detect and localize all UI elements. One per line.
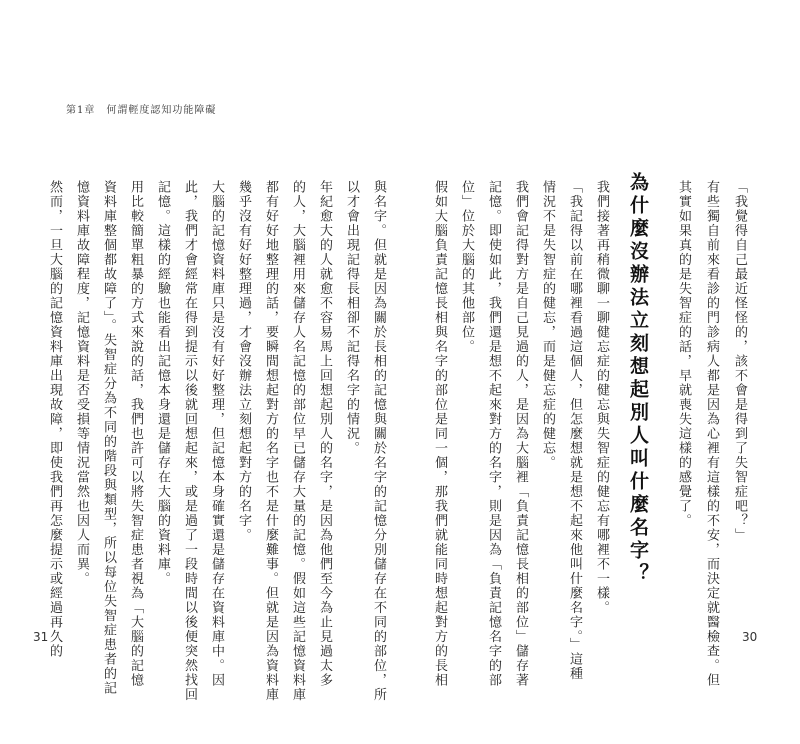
section-heading: 為什麼沒辦法立刻想起別人叫什麼名字？ bbox=[627, 172, 649, 586]
left-line-8: 此，我們才會經常在得到提示以後就回想起來，或是過了一段時間以後便突然找回 bbox=[182, 180, 197, 702]
left-line-13: 然而，一旦大腦的記憶資料庫出現故障，即使我們再怎麼提示或經過再久的 bbox=[47, 180, 62, 659]
right-p2-line-6: 位」位於大腦的其他部位。 bbox=[459, 180, 474, 354]
left-line-11: 資料庫整個都故障了」。失智症分為不同的階段與類型，所以每位失智症患者的記 bbox=[101, 180, 116, 696]
left-line-3: 年紀愈大的人就愈不容易馬上回想起別人的名字，是因為他們至今為止見過太多 bbox=[317, 180, 332, 688]
right-p2-line-3: 情況不是失智症的健忘，而是健忘症的健忘。 bbox=[540, 180, 555, 470]
right-p2-line-1: 我們接著再稍微聊一聊健忘症的健忘與失智症的健忘有哪裡不一樣。 bbox=[594, 180, 609, 615]
right-p2-line-5: 記憶。即使如此，我們還是想不起來對方的名字，則是因為「負責記憶名字的部 bbox=[486, 180, 501, 688]
page-number-left: 31 bbox=[33, 630, 49, 644]
left-line-2: 以才會出現記得長相卻不記得名字的情況。 bbox=[344, 180, 359, 456]
left-line-5: 都有好好地整理的話，要瞬間想起對方的名字也不是什麼難事。但就是因為資料庫 bbox=[263, 180, 278, 702]
right-p1-line-1: 「我覺得自己最近怪怪的，該不會是得到了失智症吧？」 bbox=[732, 180, 747, 543]
left-line-9: 記憶。這樣的經驗也能看出記憶本身還是儲存在大腦的資料庫。 bbox=[155, 180, 170, 586]
left-line-7: 大腦的記憶資料庫只是沒有好好整理，但記憶本身確實還是儲存在資料庫中。因 bbox=[209, 180, 224, 688]
gutter bbox=[398, 130, 402, 650]
right-p2-line-4: 我們會記得對方是自己見過的人，是因為大腦裡「負責記憶長相的部位」儲存著 bbox=[513, 180, 528, 688]
left-line-4: 的人，大腦裡用來儲存人名記憶的部位早已儲存大量的記憶。假如這些記憶資料庫 bbox=[290, 180, 305, 702]
right-p2-line-2: 「我記得以前在哪裡看過這個人，但怎麼想就是想不起來他叫什麼名字。」這種 bbox=[567, 180, 582, 681]
right-p1-line-3: 其實如果真的是失智症的話，早就喪失這樣的感覺了。 bbox=[676, 180, 691, 528]
left-line-6: 幾乎沒有好好整理過，才會沒辦法立刻想起對方的名字。 bbox=[236, 180, 251, 543]
left-line-10: 用比較簡單粗暴的方式來說的話，我們也許可以將失智症患者視為「大腦的記憶 bbox=[128, 180, 143, 688]
running-header: 第1章 何謂輕度認知功能障礙 bbox=[66, 105, 217, 116]
left-line-12: 憶資料庫故障程度，記憶資料是否受損等情況當然也因人而異。 bbox=[74, 180, 89, 586]
right-p2-line-7: 假如大腦負責記憶長相與名字的部位是同一個，那我們就能同時想起對方的長相 bbox=[432, 180, 447, 688]
right-p1-line-2: 有些獨自前來看診的門診病人都是因為心裡有這樣的不安，而決定就醫檢查。但 bbox=[704, 180, 719, 688]
left-line-1: 與名字。但就是因為關於長相的記憶與關於名字的記憶分別儲存在不同的部位，所 bbox=[371, 180, 386, 702]
page-number-right: 30 bbox=[742, 630, 758, 644]
